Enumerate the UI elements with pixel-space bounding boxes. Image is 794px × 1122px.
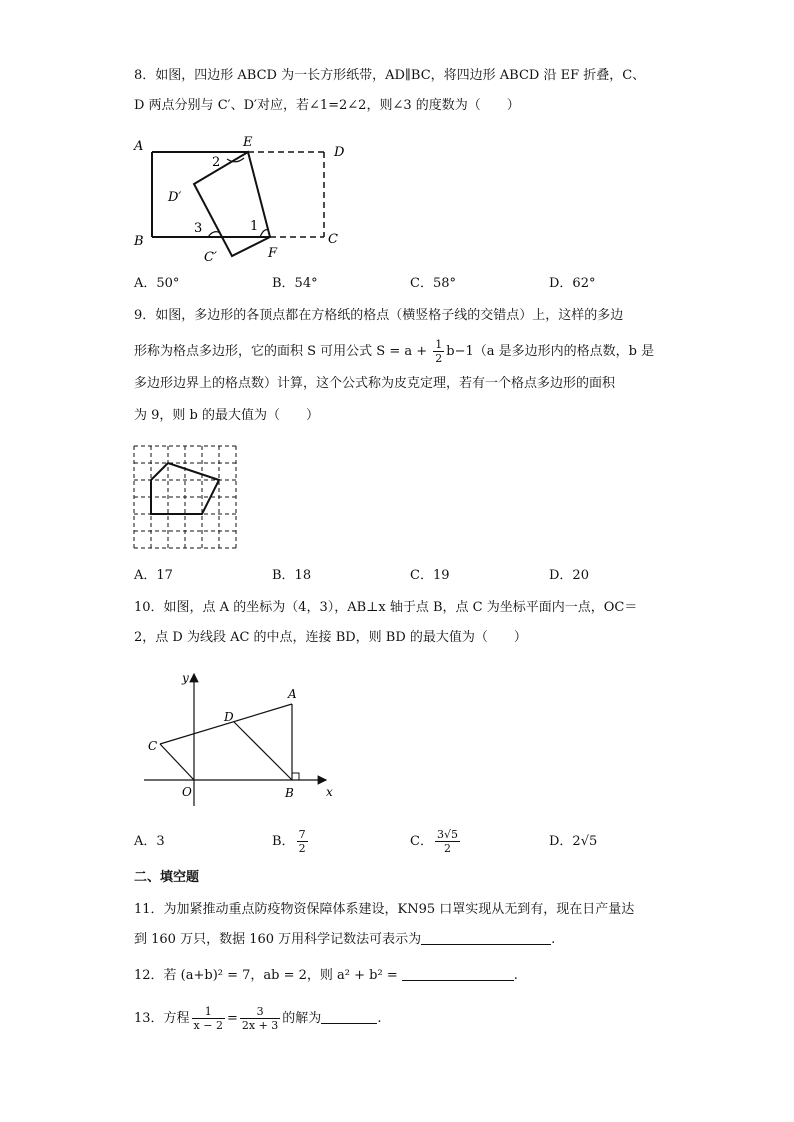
q13-post: 的解为 [282,1011,322,1026]
q9-frac-num: 1 [435,338,443,351]
q8-option-b: B．54° [272,276,318,291]
section-title-fill-in: 二、填空题 [134,870,200,885]
q10-label-d: D [224,710,234,724]
q11-answer-blank[interactable] [421,930,551,945]
q10-label-b: B [285,786,294,800]
q11-line2 [134,930,555,950]
q9-formula-fraction [433,339,444,364]
q10-option-b-den: 2 [298,842,306,855]
q13-f2-num: 3 [240,1006,280,1019]
q11-line2-end: . [551,932,556,947]
q9-line2-post: b−1（a 是多边形内的格点数，b 是 [446,344,655,359]
q13-fraction-2 [240,1006,280,1031]
q8-option-c: C．58° [410,276,456,291]
q8-option-a: A．50° [134,276,180,291]
q10-line1: 10．如图，点 A 的坐标为（4，3），AB⊥x 轴于点 B，点 C 为坐标平面内一点，OC＝ [134,600,638,615]
q8-label-dprime: D′ [168,190,182,205]
q12-end: . [513,968,518,983]
q13-f1-den: x − 2 [193,1019,223,1032]
q8-option-d: D．62° [549,276,596,291]
q8-angle-1-label: 1 [250,219,259,234]
q10-option-b-fraction [297,829,308,854]
q11-line1: 11．为加紧推动重点防疫物资保障体系建设，KN95 口罩实现从无到有，现在日产量达 [134,902,635,917]
q10-option-c-num: 3√5 [436,828,458,841]
q9-option-d: D．20 [549,568,589,583]
q10-option-b-label: B． [272,834,295,849]
q10-option-c [410,822,462,862]
q10-label-x: x [326,785,333,799]
q10-line2: 2，点 D 为线段 AC 的中点，连接 BD，则 BD 的最大值为（ ） [134,630,527,645]
q8-label-a: A [134,139,144,154]
q12-answer-blank[interactable] [402,966,514,981]
q8-stem-line1: 8．如图，四边形 ABCD 为一长方形纸带，AD∥BC，将四边形 ABCD 沿 EF 折叠，C、 [134,68,646,83]
q9-grid-figure [130,442,242,554]
q9-option-c: C．19 [410,568,450,583]
q8-label-e: E [243,135,253,150]
q10-label-y: y [182,671,189,685]
q10-label-o: O [182,785,192,799]
q8-stem-line2: D 两点分别与 C′、D′对应，若∠1=2∠2，则∠3 的度数为（ ） [134,98,520,113]
q10-option-c-fraction [435,829,460,854]
q10-option-b [272,822,310,862]
q13-line [134,1000,381,1038]
q9-line1: 9．如图，多边形的各顶点都在方格纸的格点（横竖格子线的交错点）上，这样的多边 [134,308,624,323]
q13-pre: 13．方程 [134,1011,190,1026]
q10-label-a: A [288,687,297,701]
q10-option-c-label: C． [410,834,433,849]
q8-label-cprime: C′ [204,250,217,265]
q12-line [134,966,518,986]
q13-end: . [377,1011,382,1026]
q8-label-f: F [268,246,278,261]
q9-line2-pre: 形称为格点多边形，它的面积 S 可用公式 S = a + [134,344,432,359]
q8-figure [128,128,358,268]
q9-line2 [134,338,654,366]
q10-option-d: D．2√5 [549,834,598,849]
q9-option-b: B．18 [272,568,312,583]
q8-label-d: D [334,145,345,160]
q9-line3: 多边形边界上的格点数）计算，这个公式称为皮克定理，若有一个格点多边形的面积 [134,376,616,391]
q10-option-b-num: 7 [298,828,306,841]
q8-angle-2-label: 2 [212,155,221,170]
q13-f2-den: 2x + 3 [241,1019,279,1032]
q13-f1-num: 1 [192,1006,225,1019]
q8-label-b: B [134,234,144,249]
q13-eq: = [226,1011,238,1026]
q10-option-a: A．3 [134,834,165,849]
q9-option-a: A．17 [134,568,173,583]
q13-fraction-1 [192,1006,225,1031]
q12-text: 12．若 (a+b)² = 7，ab = 2，则 a² + b² = [134,968,398,983]
q8-label-c: C [328,232,338,247]
q13-answer-blank[interactable] [321,1009,377,1024]
q8-angle-3-label: 3 [194,221,203,236]
q10-option-c-den: 2 [443,842,451,855]
q10-figure [140,666,340,808]
q10-label-c: C [148,739,158,753]
q9-line4: 为 9，则 b 的最大值为（ ） [134,408,319,423]
q11-line2-text: 到 160 万只，数据 160 万用科学记数法可表示为 [134,932,422,947]
q9-frac-den: 2 [435,352,443,365]
